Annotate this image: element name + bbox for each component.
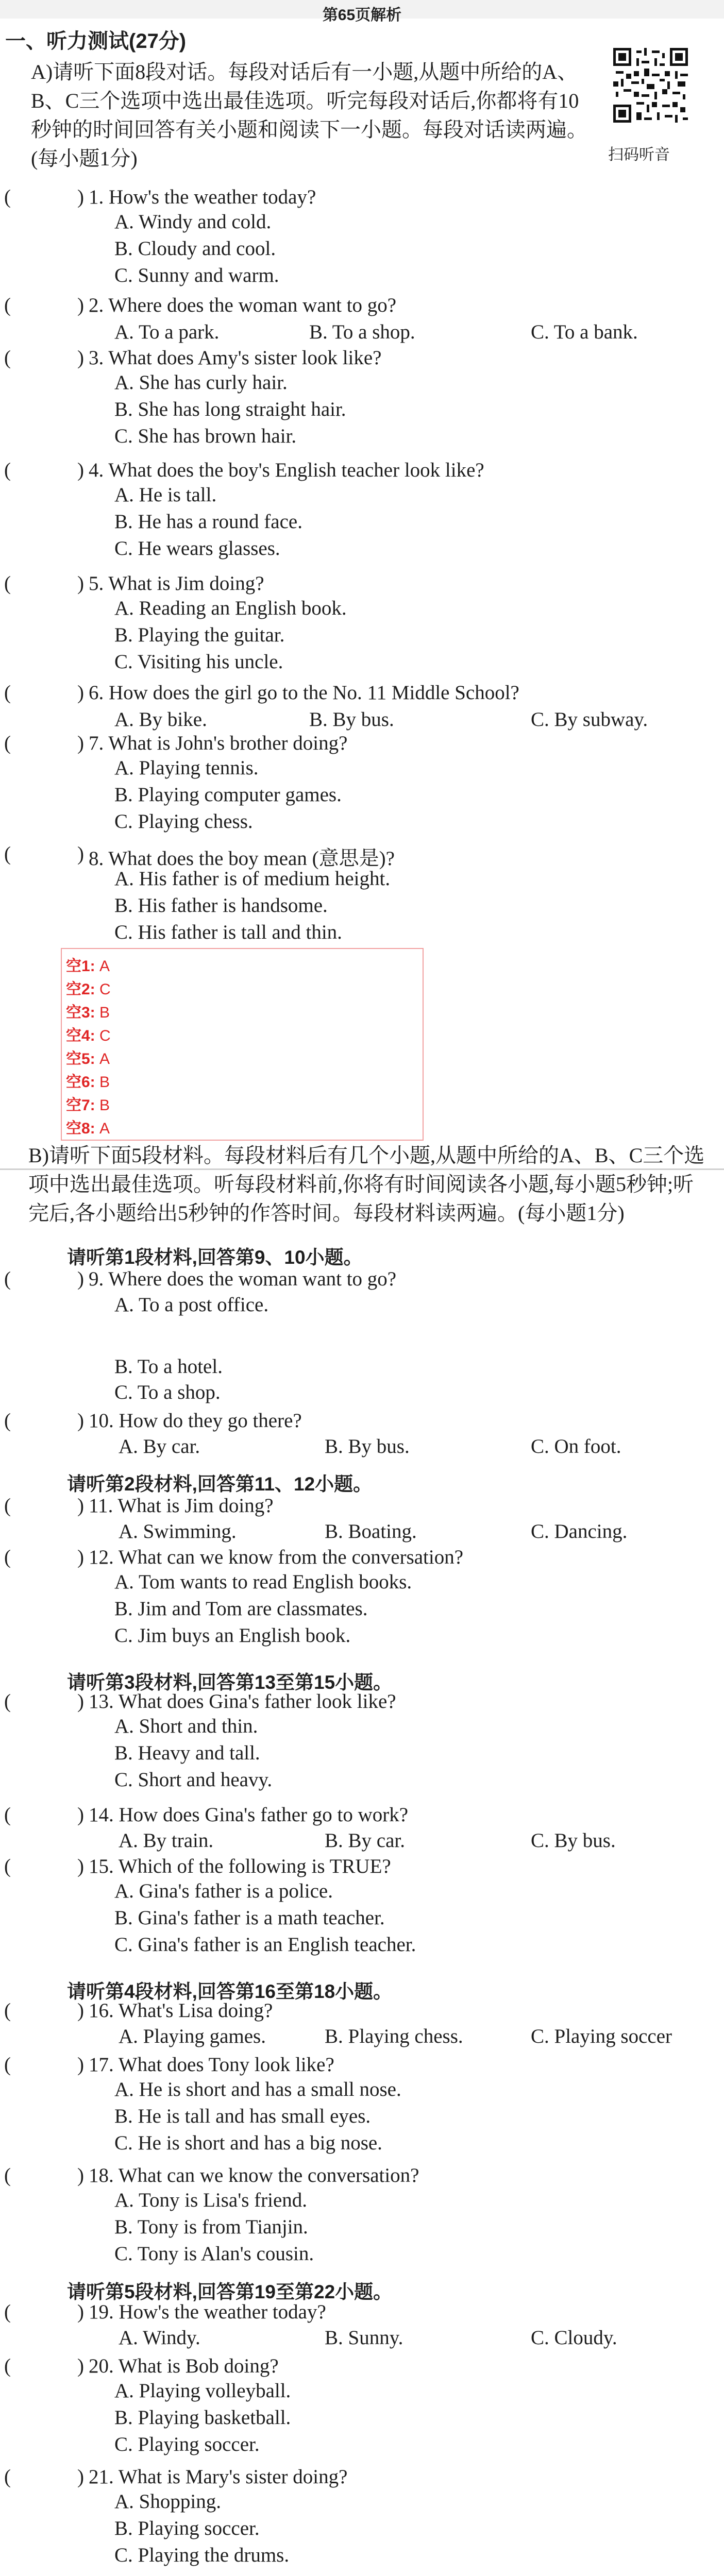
question-6: 6. How does the girl go to the No. 11 Middle School? [89, 682, 519, 704]
answer-paren: ( [4, 2301, 11, 2323]
question-text: What does Gina's father look like? [118, 1690, 396, 1713]
passage-heading: 请听第1段材料,回答第9、10小题。 [67, 1247, 363, 1268]
option-b[interactable]: B. He is tall and has small eyes. [114, 2105, 371, 2127]
question-number: 16 [89, 1999, 109, 2022]
option-b[interactable]: B. Boating. [325, 1520, 417, 1543]
qr-caption: 扫码听音 [608, 146, 670, 163]
answer-paren: ( [4, 1268, 11, 1290]
option-c[interactable]: C. Dancing. [531, 1520, 628, 1543]
answer-label: 空5: [66, 1050, 95, 1067]
option-c[interactable]: C. Tony is Alan's cousin. [114, 2243, 314, 2265]
option-c[interactable]: C. Cloudy. [531, 2327, 617, 2349]
answer-paren: ( [4, 843, 11, 865]
answer-item [66, 976, 111, 999]
answer-paren: ( [4, 1410, 11, 1432]
option-b[interactable]: B. His father is handsome. [114, 894, 328, 917]
question-text: Where does the woman want to go? [108, 1268, 397, 1290]
option-b[interactable]: B. Playing basketball. [114, 2406, 291, 2429]
question-text: What can we know the conversation? [118, 2164, 419, 2187]
answer-value: A [99, 1050, 110, 1067]
answer-value: C [99, 1027, 111, 1044]
answer-label: 空6: [66, 1074, 95, 1091]
answer-item [66, 1092, 110, 1115]
question-number: 2 [89, 294, 99, 316]
option-b[interactable]: B. Playing soccer. [114, 2517, 260, 2539]
option-c[interactable]: C. Playing chess. [114, 810, 253, 833]
answer-value: A [99, 958, 110, 975]
option-b[interactable]: B. Playing the guitar. [114, 624, 285, 646]
option-b[interactable]: B. Playing chess. [325, 2025, 463, 2047]
option-a[interactable]: A. To a park. [114, 321, 220, 343]
answer-paren: ( [4, 732, 11, 754]
answer-paren: ( [4, 1546, 11, 1568]
question-text: What is John's brother doing? [108, 732, 348, 754]
question-14: 14. How does Gina's father go to work? [89, 1804, 409, 1826]
question-4: 4. What does the boy's English teacher look like? [89, 459, 484, 481]
part-b-instructions: B)请听下面5段材料。每段材料后有几个小题,从题中所给的A、B、C三个选项中选出最佳选项。听每段材料前,你将有时间阅读各小题,每小题5秒钟;听完后,各小题给出5秒钟的作答时间。每段材料读两遍。(每小题1分) [28, 1144, 705, 1225]
option-a[interactable]: A. Windy and cold. [114, 211, 272, 233]
question-text: What does the boy's English teacher look like? [108, 459, 484, 481]
option-a[interactable]: A. Playing volleyball. [114, 2380, 291, 2402]
answer-paren-close: ) [77, 843, 84, 865]
question-text: Where does the woman want to go? [108, 294, 397, 316]
section-title: 一、听力测试(27分) [5, 30, 187, 53]
answer-item [66, 1115, 110, 1138]
option-a[interactable]: A. Tony is Lisa's friend. [114, 2189, 308, 2211]
option-c[interactable]: C. Playing the drums. [114, 2544, 290, 2566]
option-c[interactable]: C. Jim buys an English book. [114, 1624, 351, 1647]
answer-paren-close: ) [77, 1495, 84, 1517]
qr-code-icon [611, 45, 691, 125]
question-18: 18. What can we know the conversation? [89, 2164, 419, 2187]
answer-paren: ( [4, 2164, 11, 2187]
answer-paren-close: ) [77, 1268, 84, 1290]
answer-label: 空3: [66, 1004, 95, 1021]
option-b[interactable]: B. Gina's father is a math teacher. [114, 1907, 385, 1929]
option-c[interactable]: C. By subway. [531, 708, 648, 731]
question-8: 8. What does the boy mean (意思是)? [89, 848, 395, 870]
answer-paren: ( [4, 2054, 11, 2076]
answer-paren-close: ) [77, 2164, 84, 2187]
option-c[interactable]: C. Short and heavy. [114, 1769, 273, 1791]
option-a[interactable]: A. By bike. [114, 708, 207, 731]
option-c[interactable]: C. Gina's father is an English teacher. [114, 1934, 416, 1956]
question-7: 7. What is John's brother doing? [89, 732, 348, 754]
option-a[interactable]: A. Reading an English book. [114, 597, 347, 619]
option-c[interactable]: C. His father is tall and thin. [114, 921, 342, 943]
question-text: What's Lisa doing? [118, 1999, 273, 2022]
question-number: 7 [89, 732, 99, 754]
question-text: What is Jim doing? [108, 572, 264, 595]
question-number: 12 [89, 1546, 109, 1568]
question-text: What is Bob doing? [118, 2355, 279, 2377]
answer-value: A [99, 1120, 110, 1137]
question-text: What does the boy mean (意思是)? [108, 848, 395, 870]
question-2: 2. Where does the woman want to go? [89, 294, 397, 316]
option-b[interactable]: B. Sunny. [325, 2327, 403, 2349]
question-20: 20. What is Bob doing? [89, 2355, 279, 2377]
option-a[interactable]: A. Tom wants to read English books. [114, 1571, 412, 1593]
answer-paren-close: ) [77, 732, 84, 754]
option-a[interactable]: A. Playing games. [119, 2025, 266, 2047]
answer-paren: ( [4, 459, 11, 481]
option-c[interactable]: C. To a shop. [114, 1381, 221, 1403]
option-c[interactable]: C. She has brown hair. [114, 425, 297, 447]
answer-paren-close: ) [77, 572, 84, 595]
question-number: 5 [89, 572, 99, 595]
option-c[interactable]: C. He is short and has a big nose. [114, 2132, 382, 2154]
option-a[interactable]: A. Windy. [119, 2327, 200, 2349]
option-c[interactable]: C. Playing soccer. [114, 2433, 260, 2455]
question-text: What is Jim doing? [117, 1495, 274, 1517]
part-a-instructions: A)请听下面8段对话。每段对话后有一小题,从题中所给的A、B、C三个选项中选出最佳选项。听完每段对话后,你都将有10秒钟的时间回答有关小题和阅读下一小题。每段对话读两遍。(每小题1分) [31, 60, 587, 170]
question-text: What does Tony look like? [118, 2054, 334, 2076]
question-15: 15. Which of the following is TRUE? [89, 1855, 391, 1877]
question-text: How does the girl go to the No. 11 Middle School? [109, 682, 519, 704]
option-b[interactable]: B. By car. [325, 1829, 405, 1852]
option-a[interactable]: A. Shopping. [114, 2490, 221, 2513]
answer-paren: ( [4, 1804, 11, 1826]
question-13: 13. What does Gina's father look like? [89, 1690, 396, 1713]
question-text: What does Amy's sister look like? [108, 347, 382, 369]
question-number: 9 [89, 1268, 99, 1290]
qr-code[interactable] [611, 45, 691, 125]
answer-paren: ( [4, 682, 11, 704]
option-c[interactable]: C. Sunny and warm. [114, 264, 279, 286]
question-number: 4 [89, 459, 99, 481]
option-a[interactable]: A. Swimming. [119, 1520, 237, 1543]
question-text: How does Gina's father go to work? [119, 1804, 409, 1826]
option-a[interactable]: A. His father is of medium height. [114, 868, 391, 890]
option-a[interactable]: A. She has curly hair. [114, 371, 288, 394]
option-b[interactable]: B. Heavy and tall. [114, 1742, 260, 1764]
answer-paren: ( [4, 2466, 11, 2488]
answer-paren-close: ) [77, 294, 84, 316]
passage-heading: 请听第4段材料,回答第16至第18小题。 [67, 1981, 393, 2002]
question-5: 5. What is Jim doing? [89, 572, 264, 595]
option-b[interactable]: B. To a shop. [309, 321, 415, 343]
answer-paren: ( [4, 1495, 11, 1517]
question-number: 19 [89, 2301, 109, 2323]
question-text: What is Mary's sister doing? [118, 2466, 348, 2488]
answer-paren-close: ) [77, 682, 84, 704]
answer-paren-close: ) [77, 347, 84, 369]
answer-paren-close: ) [77, 459, 84, 481]
question-3: 3. What does Amy's sister look like? [89, 347, 382, 369]
question-16: 16. What's Lisa doing? [89, 1999, 273, 2022]
question-number: 11 [89, 1495, 108, 1517]
question-text: Which of the following is TRUE? [118, 1855, 391, 1877]
question-21: 21. What is Mary's sister doing? [89, 2466, 348, 2488]
option-b[interactable]: B. Playing computer games. [114, 784, 342, 806]
option-b[interactable]: B. By bus. [309, 708, 394, 731]
question-number: 10 [89, 1410, 109, 1432]
option-b[interactable]: B. Tony is from Tianjin. [114, 2216, 308, 2238]
answers-box-a [61, 948, 424, 1141]
answer-paren-close: ) [77, 1410, 84, 1432]
answer-paren-close: ) [77, 1804, 84, 1826]
option-a[interactable]: A. Playing tennis. [114, 757, 259, 779]
answer-paren-close: ) [77, 1999, 84, 2022]
answer-item [66, 1023, 111, 1045]
option-a[interactable]: A. By train. [119, 1829, 214, 1852]
answer-item [66, 999, 110, 1022]
option-a[interactable]: A. Short and thin. [114, 1715, 258, 1737]
answer-paren-close: ) [77, 1690, 84, 1713]
option-c[interactable]: C. By bus. [531, 1829, 616, 1852]
question-text: How's the weather today? [109, 186, 316, 208]
answer-paren-close: ) [77, 186, 84, 208]
answer-paren: ( [4, 347, 11, 369]
question-number: 8 [89, 848, 99, 870]
answer-paren: ( [4, 1999, 11, 2022]
answer-paren: ( [4, 1855, 11, 1877]
question-9: 9. Where does the woman want to go? [89, 1268, 397, 1290]
question-number: 3 [89, 347, 99, 369]
question-1: 1. How's the weather today? [89, 186, 316, 208]
question-number: 18 [89, 2164, 109, 2187]
question-number: 13 [89, 1690, 109, 1713]
option-b[interactable]: B. Jim and Tom are classmates. [114, 1598, 368, 1620]
answer-paren-close: ) [77, 1855, 84, 1877]
question-11: 11. What is Jim doing? [89, 1495, 274, 1517]
option-c[interactable]: C. He wears glasses. [114, 537, 280, 560]
answer-item [66, 1046, 110, 1069]
answer-paren: ( [4, 186, 11, 208]
answer-paren: ( [4, 2355, 11, 2377]
question-number: 6 [89, 682, 99, 704]
page-title: 第65页解析 [322, 7, 402, 24]
option-a[interactable]: A. Gina's father is a police. [114, 1880, 333, 1902]
option-b[interactable]: B. He has a round face. [114, 511, 302, 533]
answer-label: 空8: [66, 1120, 95, 1137]
answer-item [66, 1069, 110, 1092]
option-c[interactable]: C. To a bank. [531, 321, 638, 343]
answer-paren-close: ) [77, 2054, 84, 2076]
option-a[interactable]: A. He is short and has a small nose. [114, 2078, 401, 2100]
question-number: 20 [89, 2355, 109, 2377]
answer-paren-close: ) [77, 2355, 84, 2377]
question-number: 17 [89, 2054, 109, 2076]
answer-paren-close: ) [77, 1546, 84, 1568]
answer-value: B [99, 1004, 110, 1021]
answer-paren: ( [4, 1690, 11, 1713]
answer-value: C [99, 981, 111, 998]
option-a[interactable]: A. He is tall. [114, 484, 217, 506]
answer-label: 空7: [66, 1097, 95, 1114]
question-text: How do they go there? [119, 1410, 302, 1432]
option-a[interactable]: A. To a post office. [114, 1294, 269, 1316]
question-text: How's the weather today? [119, 2301, 326, 2323]
answer-value: B [99, 1097, 110, 1114]
option-b[interactable]: B. Cloudy and cool. [114, 238, 276, 260]
answer-paren: ( [4, 572, 11, 595]
option-c[interactable]: C. Playing soccer [531, 2025, 672, 2047]
answer-value: B [99, 1074, 110, 1091]
question-number: 15 [89, 1855, 109, 1877]
option-c[interactable]: C. Visiting his uncle. [114, 651, 283, 673]
passage-heading: 请听第3段材料,回答第13至第15小题。 [67, 1672, 393, 1693]
option-b[interactable]: B. To a hotel. [114, 1355, 223, 1378]
question-number: 21 [89, 2466, 109, 2488]
answer-label: 空1: [66, 958, 95, 975]
question-10: 10. How do they go there? [89, 1410, 302, 1432]
question-19: 19. How's the weather today? [89, 2301, 326, 2323]
option-c[interactable]: C. On foot. [531, 1435, 621, 1458]
answer-label: 空2: [66, 981, 95, 998]
answer-item [66, 953, 110, 976]
option-b[interactable]: B. She has long straight hair. [114, 398, 346, 420]
option-a[interactable]: A. By car. [119, 1435, 200, 1458]
question-number: 1 [89, 186, 99, 208]
question-12: 12. What can we know from the conversation? [89, 1546, 464, 1568]
question-17: 17. What does Tony look like? [89, 2054, 334, 2076]
passage-heading: 请听第5段材料,回答第19至第22小题。 [67, 2281, 393, 2302]
passage-heading: 请听第2段材料,回答第11、12小题。 [67, 1473, 373, 1495]
question-text: What can we know from the conversation? [118, 1546, 464, 1568]
answer-paren: ( [4, 294, 11, 316]
question-number: 14 [89, 1804, 109, 1826]
answer-paren-close: ) [77, 2466, 84, 2488]
option-b[interactable]: B. By bus. [325, 1435, 410, 1458]
answer-label: 空4: [66, 1027, 95, 1044]
answer-paren-close: ) [77, 2301, 84, 2323]
